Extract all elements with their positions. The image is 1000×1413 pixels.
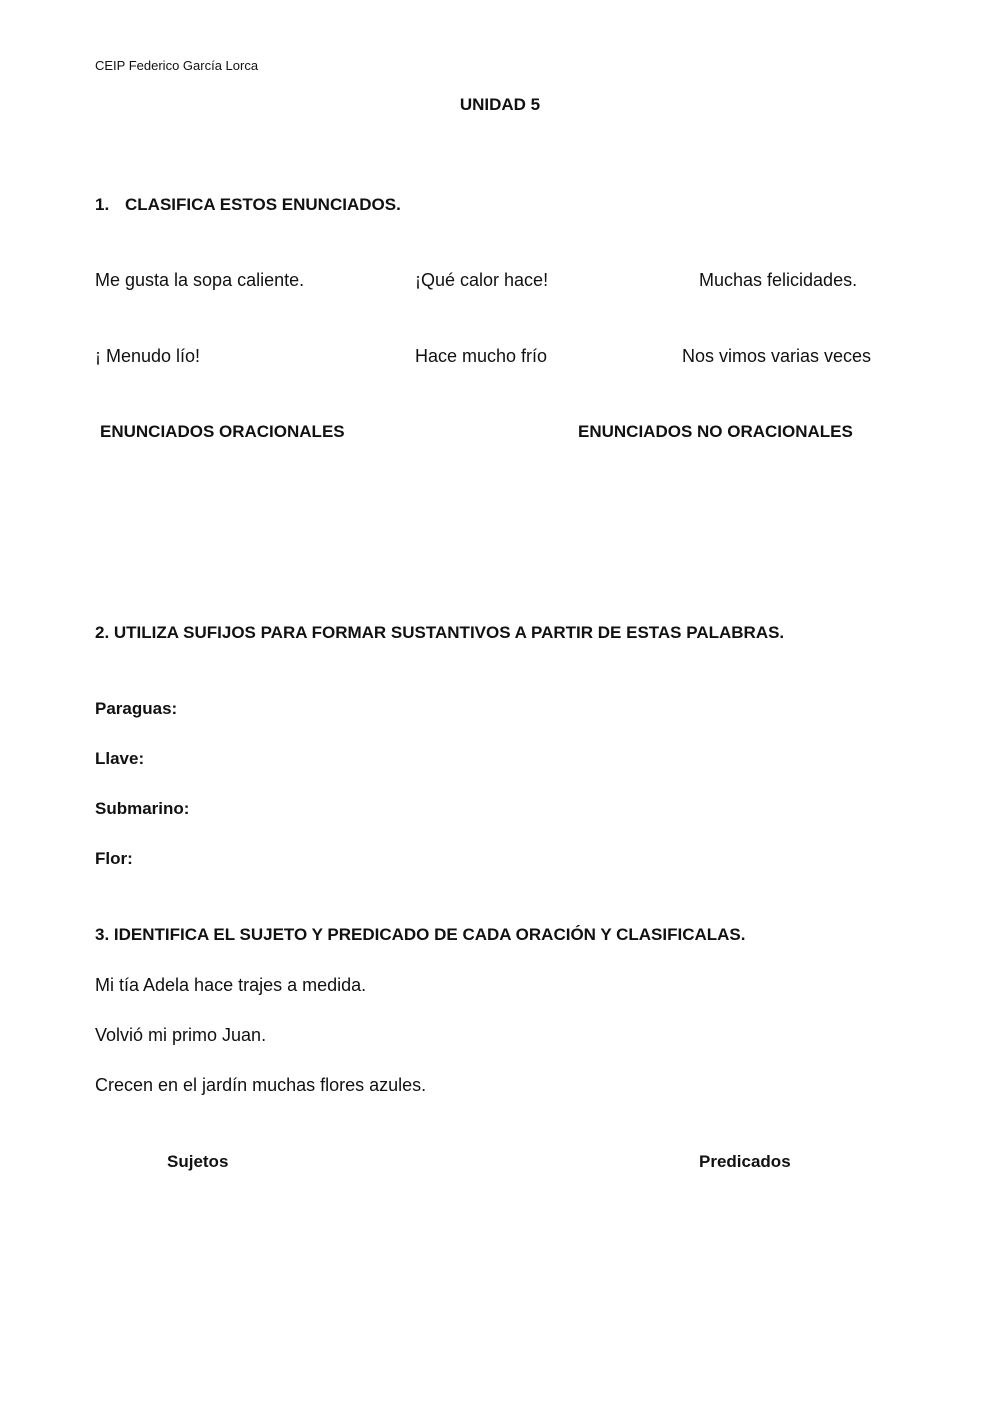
column-heading-no-oracionales: ENUNCIADOS NO ORACIONALES xyxy=(578,422,853,441)
sentence-item[interactable]: Nos vimos varias veces xyxy=(682,346,872,366)
unit-title: UNIDAD 5 xyxy=(459,95,541,114)
word-label-paraguas: Paraguas: xyxy=(95,699,178,718)
school-name: CEIP Federico García Lorca xyxy=(95,58,259,73)
sentence-item[interactable]: Me gusta la sopa caliente. xyxy=(95,270,305,290)
sentence-item[interactable]: Crecen en el jardín muchas flores azules. xyxy=(95,1075,427,1095)
word-label-llave: Llave: xyxy=(95,749,145,768)
exercise-1-title: CLASIFICA ESTOS ENUNCIADOS. xyxy=(125,195,401,214)
column-heading-predicados: Predicados xyxy=(699,1152,791,1171)
exercise-2-title: 2. UTILIZA SUFIJOS PARA FORMAR SUSTANTIVOS A PARTIR DE ESTAS PALABRAS. xyxy=(95,623,785,642)
sentence-item[interactable]: Hace mucho frío xyxy=(415,346,548,366)
sentence-item[interactable]: Mi tía Adela hace trajes a medida. xyxy=(95,975,367,995)
sentence-item[interactable]: ¡Qué calor hace! xyxy=(415,270,549,290)
sentence-item[interactable]: ¡ Menudo lío! xyxy=(95,346,201,366)
exercise-3-title: 3. IDENTIFICA EL SUJETO Y PREDICADO DE CADA ORACIÓN Y CLASIFICALAS. xyxy=(95,925,746,944)
column-heading-oracionales: ENUNCIADOS ORACIONALES xyxy=(100,422,345,441)
word-label-flor: Flor: xyxy=(95,849,133,868)
word-label-submarino: Submarino: xyxy=(95,799,190,818)
column-heading-sujetos: Sujetos xyxy=(167,1152,229,1171)
sentence-item[interactable]: Volvió mi primo Juan. xyxy=(95,1025,267,1045)
exercise-1-number: 1. xyxy=(95,195,110,214)
sentence-item[interactable]: Muchas felicidades. xyxy=(699,270,858,290)
